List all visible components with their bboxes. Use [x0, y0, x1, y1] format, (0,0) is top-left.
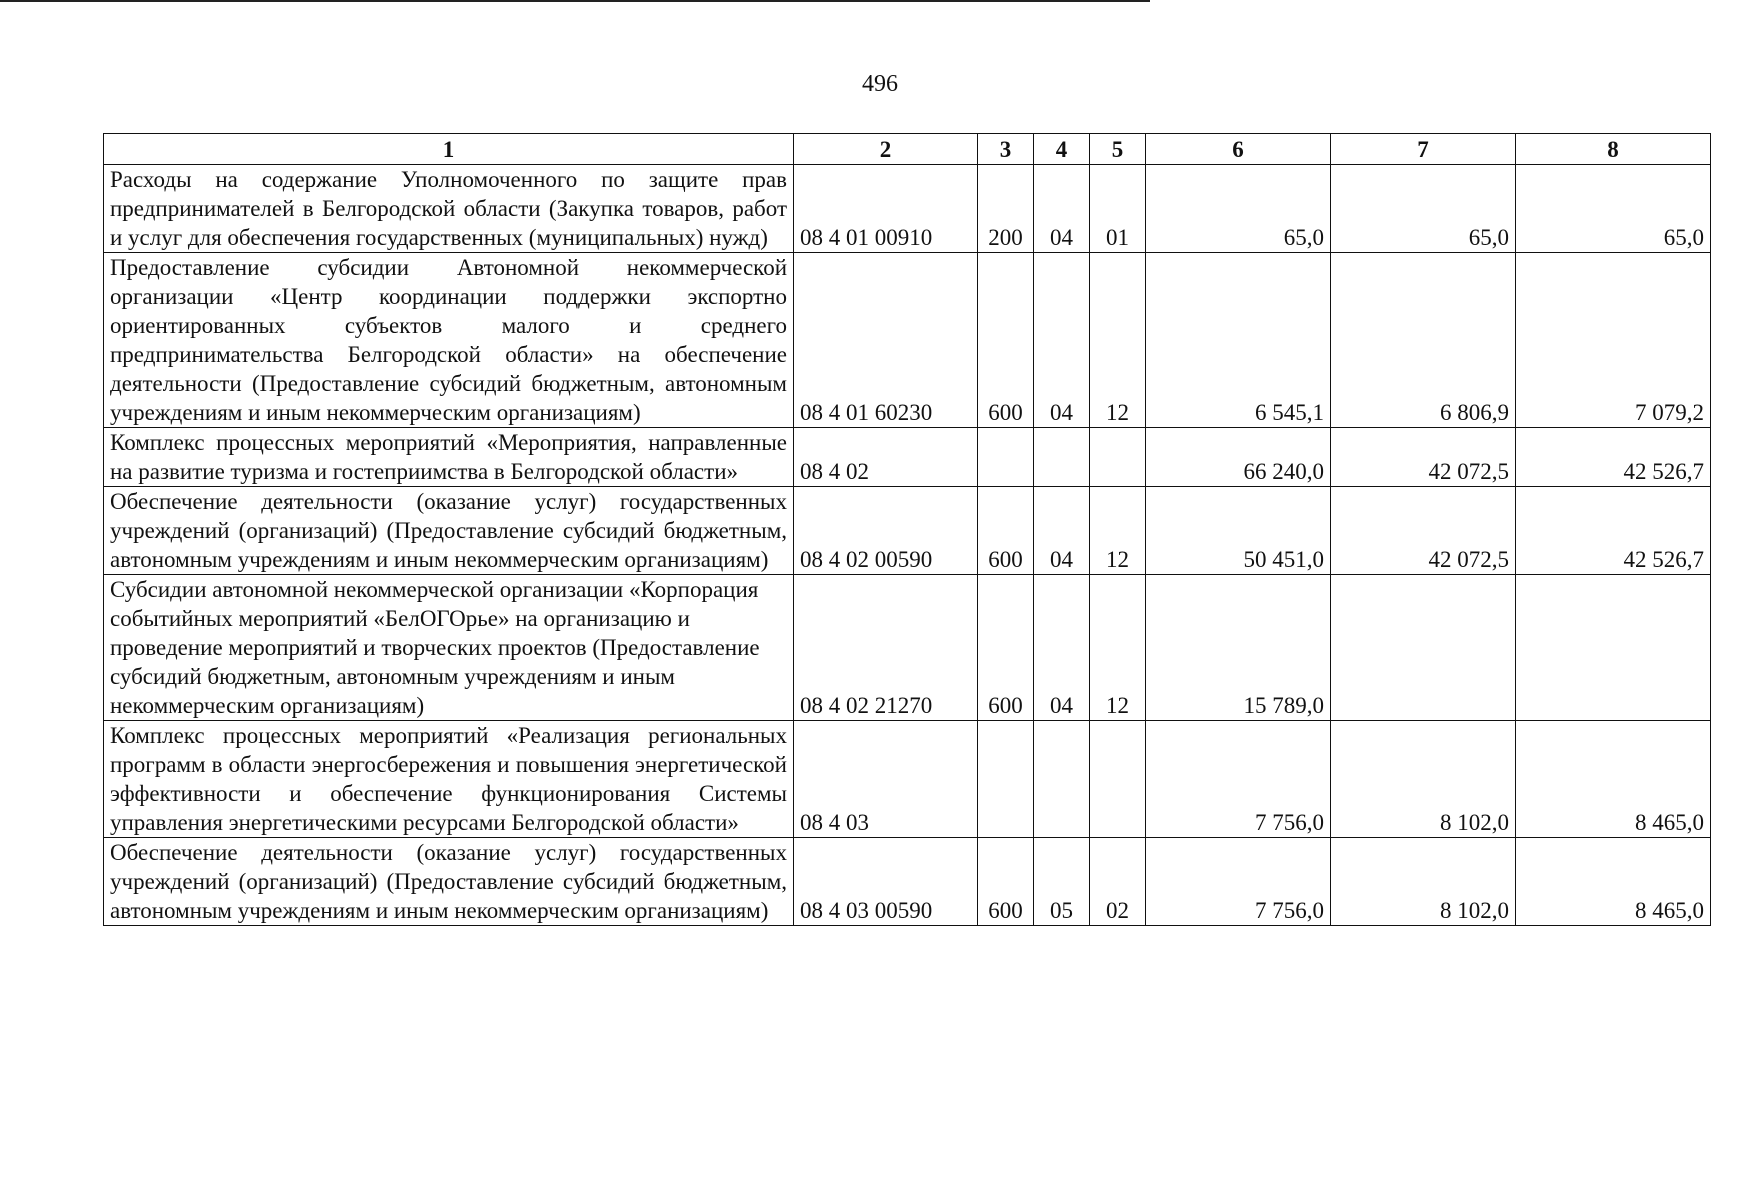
row-code: 08 4 01 60230 — [794, 253, 978, 428]
header-row — [104, 134, 1711, 165]
page-number: 496 — [862, 71, 898, 97]
row-col3: 600 — [978, 575, 1034, 721]
row-col4 — [1034, 428, 1090, 487]
table-row — [104, 575, 1711, 721]
row-description: Обеспечение деятельности (оказание услуг) государственных учреждений (организаций) (Предоставление субсидий бюджетным, автономным учреждениям и иным некоммерческим организациям) — [104, 487, 794, 575]
row-col5 — [1090, 428, 1146, 487]
row-value-6: 7 756,0 — [1146, 838, 1331, 926]
table-row — [104, 253, 1711, 428]
column-header-6: 6 — [1146, 134, 1331, 165]
row-col5: 12 — [1090, 253, 1146, 428]
column-header-7: 7 — [1331, 134, 1516, 165]
column-header-1: 1 — [104, 134, 794, 165]
row-value-6: 7 756,0 — [1146, 721, 1331, 838]
row-value-7: 42 072,5 — [1331, 487, 1516, 575]
row-description: Субсидии автономной некоммерческой организации «Корпорация событийных мероприятий «БелОГОрье» на организацию и проведение мероприятий и творческих проектов (Предоставление субсидий бюджетным, автономным учреждениям и иным некоммерческим организациям) — [104, 575, 794, 721]
row-value-6: 65,0 — [1146, 165, 1331, 253]
row-col3: 600 — [978, 838, 1034, 926]
column-header-8: 8 — [1516, 134, 1711, 165]
row-col3: 200 — [978, 165, 1034, 253]
row-value-8: 65,0 — [1516, 165, 1711, 253]
row-description: Комплекс процессных мероприятий «Реализация региональных программ в области энергосбережения и повышения энергетической эффективности и обеспечение функционирования Системы управления энергетическими ресурсами Белгородской области» — [104, 721, 794, 838]
row-value-8: 8 465,0 — [1516, 838, 1711, 926]
row-value-6: 15 789,0 — [1146, 575, 1331, 721]
row-value-6: 50 451,0 — [1146, 487, 1331, 575]
column-header-4: 4 — [1034, 134, 1090, 165]
row-col5: 12 — [1090, 487, 1146, 575]
row-description: Предоставление субсидии Автономной некоммерческой организации «Центр координации поддержки экспортно ориентированных субъектов малого и среднего предпринимательства Белгородской области» на обеспечение деятельности (Предоставление субсидий бюджетным, автономным учреждениям и иным некоммерческим организациям) — [104, 253, 794, 428]
row-value-7: 6 806,9 — [1331, 253, 1516, 428]
row-col3 — [978, 428, 1034, 487]
column-header-2: 2 — [794, 134, 978, 165]
row-description: Комплекс процессных мероприятий «Мероприятия, направленные на развитие туризма и гостеприимства в Белгородской области» — [104, 428, 794, 487]
row-value-8: 42 526,7 — [1516, 487, 1711, 575]
table-row — [104, 487, 1711, 575]
table-row — [104, 838, 1711, 926]
budget-table — [103, 133, 1711, 926]
row-value-7: 65,0 — [1331, 165, 1516, 253]
row-value-8: 42 526,7 — [1516, 428, 1711, 487]
row-value-6: 6 545,1 — [1146, 253, 1331, 428]
row-code: 08 4 02 — [794, 428, 978, 487]
row-col5 — [1090, 721, 1146, 838]
row-col4: 04 — [1034, 575, 1090, 721]
row-col3 — [978, 721, 1034, 838]
column-header-5: 5 — [1090, 134, 1146, 165]
top-rule — [0, 0, 1150, 2]
row-col4: 04 — [1034, 165, 1090, 253]
row-col5: 01 — [1090, 165, 1146, 253]
row-value-8: 7 079,2 — [1516, 253, 1711, 428]
row-value-6: 66 240,0 — [1146, 428, 1331, 487]
row-col4: 04 — [1034, 487, 1090, 575]
row-code: 08 4 03 — [794, 721, 978, 838]
row-col4: 05 — [1034, 838, 1090, 926]
row-col3: 600 — [978, 253, 1034, 428]
row-description: Расходы на содержание Уполномоченного по защите прав предпринимателей в Белгородской области (Закупка товаров, работ и услуг для обеспечения государственных (муниципальных) нужд) — [104, 165, 794, 253]
row-value-7 — [1331, 575, 1516, 721]
row-col5: 12 — [1090, 575, 1146, 721]
row-value-8: 8 465,0 — [1516, 721, 1711, 838]
row-code: 08 4 02 21270 — [794, 575, 978, 721]
row-code: 08 4 03 00590 — [794, 838, 978, 926]
row-value-7: 8 102,0 — [1331, 838, 1516, 926]
row-col4: 04 — [1034, 253, 1090, 428]
table-row — [104, 721, 1711, 838]
row-col5: 02 — [1090, 838, 1146, 926]
row-code: 08 4 02 00590 — [794, 487, 978, 575]
column-header-3: 3 — [978, 134, 1034, 165]
row-value-8 — [1516, 575, 1711, 721]
row-col4 — [1034, 721, 1090, 838]
table-row — [104, 165, 1711, 253]
row-code: 08 4 01 00910 — [794, 165, 978, 253]
row-value-7: 8 102,0 — [1331, 721, 1516, 838]
table-row — [104, 428, 1711, 487]
row-description: Обеспечение деятельности (оказание услуг) государственных учреждений (организаций) (Предоставление субсидий бюджетным, автономным учреждениям и иным некоммерческим организациям) — [104, 838, 794, 926]
row-value-7: 42 072,5 — [1331, 428, 1516, 487]
row-col3: 600 — [978, 487, 1034, 575]
